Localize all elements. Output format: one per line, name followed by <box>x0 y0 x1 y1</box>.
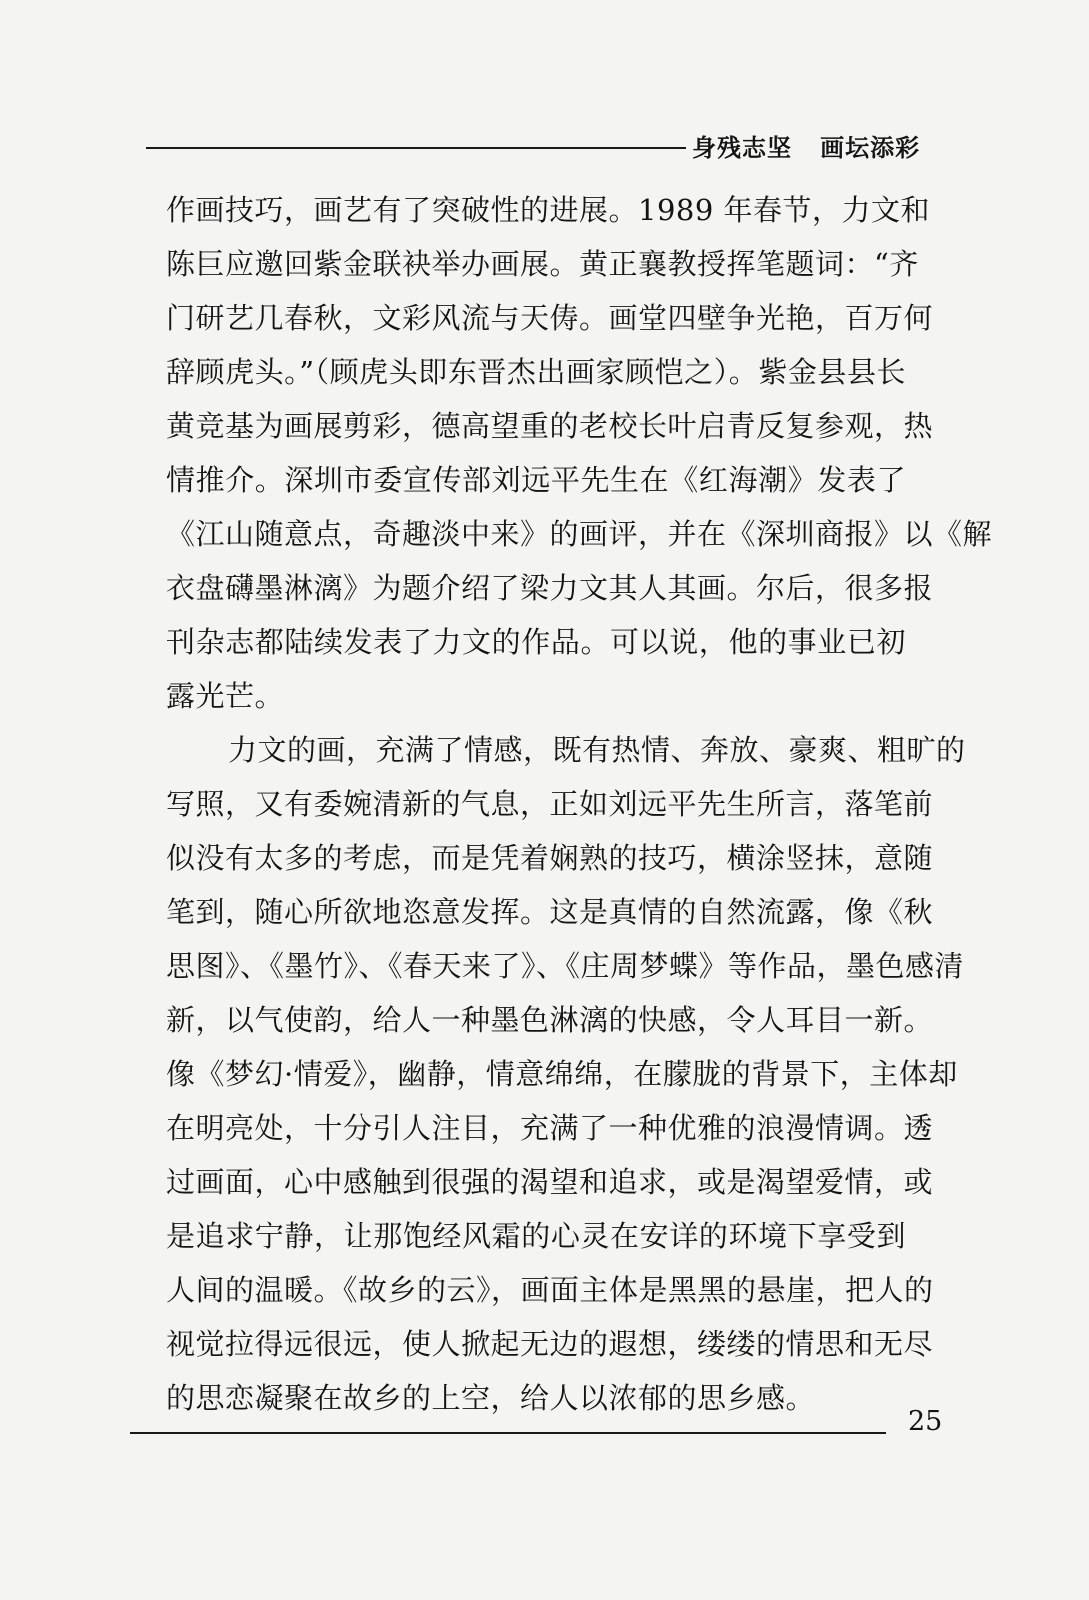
text-line: 写照，又有委婉清新的气息，正如刘远平先生所言，落笔前 <box>166 787 934 821</box>
text-line: 刊杂志都陆续发表了力文的作品。可以说，他的事业已初 <box>166 625 906 659</box>
text-line: 黄竞基为画展剪彩，德高望重的老校长叶启青反复参观，热 <box>166 409 934 443</box>
footer-rule <box>130 1432 886 1434</box>
text-line: 陈巨应邀回紫金联袂举办画展。黄正襄教授挥笔题词：“齐 <box>166 247 919 281</box>
text-line: 像《梦幻·情爱》，幽静，情意绵绵，在朦胧的背景下，主体却 <box>166 1057 958 1091</box>
text-line: 是追求宁静，让那饱经风霜的心灵在安详的环境下享受到 <box>166 1219 906 1253</box>
header-rule <box>146 147 686 149</box>
text-line: 的思恋凝聚在故乡的上空，给人以浓郁的思乡感。 <box>166 1381 816 1415</box>
text-line: 衣盘礴墨淋漓》为题介绍了梁力文其人其画。尔后，很多报 <box>166 571 934 605</box>
running-header-title: 身残志坚 画坛添彩 <box>692 134 921 162</box>
page-number: 25 <box>908 1406 943 1437</box>
text-line: 情推介。深圳市委宣传部刘远平先生在《红海潮》发表了 <box>166 463 906 497</box>
text-line: 笔到，随心所欲地恣意发挥。这是真情的自然流露，像《秋 <box>166 895 934 929</box>
text-line: 在明亮处，十分引人注目，充满了一种优雅的浪漫情调。透 <box>166 1111 934 1145</box>
text-line: 《江山随意点，奇趣淡中来》的画评，并在《深圳商报》以《解 <box>166 517 993 551</box>
text-line: 人间的温暖。《故乡的云》，画面主体是黑黑的悬崖，把人的 <box>166 1273 934 1307</box>
text-line: 思图》、《墨竹》、《春天来了》、《庄周梦蝶》等作品，墨色感清 <box>166 949 965 983</box>
text-line: 辞顾虎头。”（顾虎头即东晋杰出画家顾恺之）。紫金县县长 <box>166 355 906 389</box>
text-line: 门研艺几春秋，文彩风流与天俦。画堂四壁争光艳，百万何 <box>166 301 934 335</box>
text-line: 露光芒。 <box>166 679 285 713</box>
text-line: 新，以气使韵，给人一种墨色淋漓的快感，令人耳目一新。 <box>166 1003 934 1037</box>
text-line: 力文的画，充满了情感，既有热情、奔放、豪爽、粗旷的 <box>228 733 966 767</box>
text-line: 过画面，心中感触到很强的渴望和追求，或是渴望爱情，或 <box>166 1165 934 1199</box>
text-line: 视觉拉得远很远，使人掀起无边的遐想，缕缕的情思和无尽 <box>166 1327 934 1361</box>
text-line: 似没有太多的考虑，而是凭着娴熟的技巧，横涂竖抹，意随 <box>166 841 934 875</box>
text-line: 作画技巧，画艺有了突破性的进展。1989 年春节，力文和 <box>166 193 931 227</box>
